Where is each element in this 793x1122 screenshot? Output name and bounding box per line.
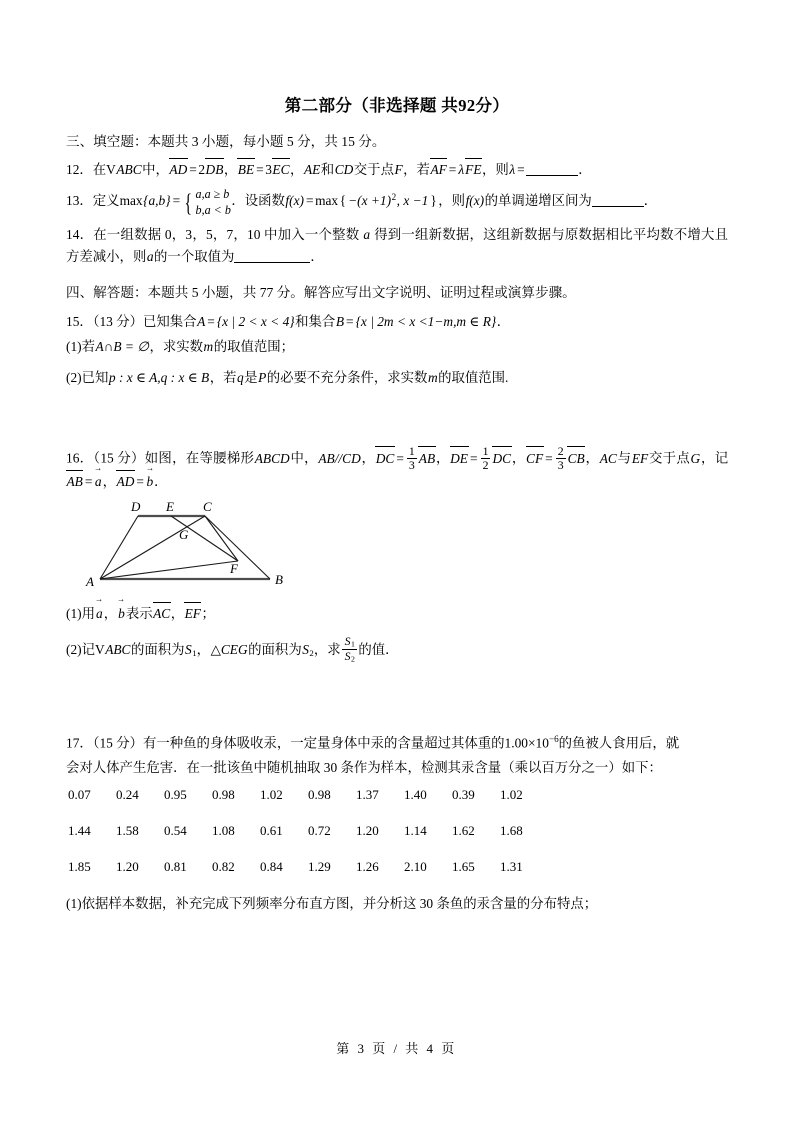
q12-abc: ABC: [116, 162, 142, 178]
q14-answer-blank[interactable]: [234, 262, 310, 263]
q16-p1-text: 表示: [125, 606, 153, 622]
q16-p2-ceg: △CEG: [210, 641, 248, 657]
label-d: D: [131, 499, 141, 515]
data-cell: 1.44: [68, 823, 91, 839]
question-15-part-2: [66, 367, 728, 389]
q16-equals-3: =: [545, 450, 553, 466]
q16-segment-ef: EF: [631, 450, 649, 466]
q16-text-2: 中，: [290, 450, 318, 466]
q15-p2-m: m: [427, 370, 438, 386]
mercury-data-table: [66, 785, 728, 877]
q15-set-a: A: [197, 313, 206, 329]
q13-brace: {: [184, 187, 192, 217]
data-cell: 1.20: [116, 859, 139, 875]
q12-comma-2: ，: [290, 162, 304, 178]
data-cell: 1.02: [260, 786, 283, 802]
data-cell: 0.54: [164, 823, 187, 839]
q15-p2-text-1: ，若: [209, 370, 237, 386]
q16-p1-avec-a: → a: [95, 603, 104, 625]
q15-p2-p: P: [258, 370, 267, 386]
q16-number: 16．（15 分）: [66, 450, 145, 466]
part-title: 第二部分（非选择题 共92分）: [284, 96, 510, 115]
q16-text-3: 与: [617, 450, 632, 466]
data-cell: 1.02: [500, 786, 523, 802]
data-cell: 1.62: [452, 823, 475, 839]
page-content: [66, 92, 728, 925]
q13-body-1: −(x +1): [348, 193, 392, 209]
q16-p2-tail: 的值．: [358, 641, 399, 657]
data-row: [66, 785, 728, 805]
segment-ac: [100, 516, 205, 579]
q17-exponent: −6: [548, 734, 559, 744]
q16-p2-abc: ABC: [105, 641, 131, 657]
data-cell: 1.65: [452, 859, 475, 875]
q12-coef-3: 3: [265, 162, 272, 178]
question-17: [66, 732, 728, 754]
q16-p2-text-2: 的面积为: [248, 641, 302, 657]
q15-text-2: 和集合: [295, 313, 336, 329]
q13-number: 13．: [66, 193, 93, 209]
page-footer: 第 3 页 / 共 4 页: [336, 1041, 457, 1056]
q12-point-f: F: [394, 162, 403, 178]
q16-p2-s1: S: [185, 641, 192, 657]
q16-abcd: ABCD: [254, 450, 290, 466]
q13-piecewise: [182, 187, 232, 218]
data-cell: 1.20: [356, 823, 379, 839]
label-b: B: [275, 572, 283, 588]
q16-p1-label: (1)用: [66, 606, 96, 622]
q16-equals-4: =: [84, 474, 93, 490]
q16-comma-5: ，: [102, 474, 117, 490]
q16-p2-s1-index: 1: [192, 647, 197, 658]
q16-p2-s2: S: [302, 641, 309, 657]
data-row: [66, 857, 728, 877]
q15-p2-q: q: [236, 370, 244, 386]
q16-p1-avec-b: → b: [117, 603, 126, 625]
q13-max-1: max: [119, 193, 143, 209]
q16-point-g: G: [690, 450, 701, 466]
q16-equals-2: =: [470, 450, 478, 466]
q16-equals-5: =: [136, 474, 144, 490]
q16-frac3-den: 3: [557, 457, 564, 472]
q16-ratio-den: [342, 649, 357, 664]
data-cell: 1.58: [116, 823, 139, 839]
q16-p1-comma-1: ，: [103, 606, 118, 622]
q16-ratio-num-i: 1: [351, 639, 355, 649]
q15-equals-2: =: [346, 313, 354, 329]
q15-p2-text-2: 是: [244, 370, 258, 386]
q16-segment-ac: AC: [599, 450, 617, 466]
label-e: E: [166, 499, 174, 515]
q12-vector-ad: AD: [169, 159, 188, 181]
data-cell: 2.10: [404, 859, 427, 875]
q12-comma-4: ，则: [482, 162, 509, 178]
section-four-heading: 四、解答题：本题共 5 小题，共 77 分。解答应写出文字说明、证明过程或演算步骤。: [66, 285, 576, 301]
q12-lambda-2: λ: [509, 162, 516, 178]
q13-period: ．: [643, 193, 658, 209]
data-cell: 1.29: [308, 859, 331, 875]
q12-segment-ae: AE: [303, 162, 321, 178]
q12-text-4: 交于点: [353, 162, 394, 178]
q13-open-brace: {: [339, 193, 347, 209]
q12-comma-1: ，: [223, 162, 238, 178]
q12-comma-3: ，若: [403, 162, 430, 178]
segment-ad: [100, 516, 138, 579]
q13-text-2: ．设函数: [231, 193, 285, 209]
q16-vector-ad: AD: [116, 471, 135, 493]
q13-case-1: a,a ≥ b: [195, 187, 230, 202]
q13-set-ab: {a,b}: [143, 193, 171, 209]
data-cell: 0.84: [260, 859, 283, 875]
q15-p1-tail: 的取值范围；: [213, 338, 295, 354]
q12-equals-3: =: [448, 162, 457, 178]
q16-text-4: 交于点: [648, 450, 691, 466]
q16-frac1-den: 3: [408, 457, 415, 472]
q13-text-1: 定义: [92, 193, 120, 209]
question-13: [66, 187, 728, 218]
q16-ratio-den-s: S: [344, 648, 351, 663]
q12-lambda: λ: [458, 162, 465, 178]
data-cell: 1.14: [404, 823, 427, 839]
q16-p1-tail: ；: [201, 606, 215, 622]
data-cell: 0.72: [308, 823, 331, 839]
q12-number: 12．: [66, 162, 93, 178]
q16-p1-comma-2: ，: [170, 606, 185, 622]
trapezoid-svg: [78, 499, 308, 595]
data-cell: 1.31: [500, 859, 523, 875]
data-row: [66, 821, 728, 841]
q12-vector-be: BE: [237, 159, 254, 181]
q16-p2-comma: ，: [196, 641, 211, 657]
q12-coef-2: 2: [198, 162, 206, 178]
q16-ratio-den-i: 2: [351, 654, 355, 664]
question-17-part-1: (1)依据样本数据，补充完成下列频率分布直方图，并分析这 30 条鱼的汞含量的分布特点；: [66, 896, 598, 912]
q15-p1-text: ，求实数: [149, 338, 204, 354]
q17-scientific: 1.00×10: [504, 735, 549, 751]
data-cell: 0.24: [116, 786, 139, 802]
q16-p2-ratio: [341, 635, 359, 664]
q16-comma-3: ，: [511, 450, 526, 466]
trapezoid-figure: [78, 499, 308, 595]
q12-period: ．: [578, 162, 592, 178]
data-cell: 1.40: [404, 786, 427, 802]
q16-ratio-num-s: S: [344, 633, 351, 648]
q16-parallel: AB//CD: [318, 450, 361, 466]
data-cell: 0.98: [308, 786, 331, 802]
data-cell: 1.85: [68, 859, 91, 875]
data-cell: 0.39: [452, 786, 475, 802]
q15-p1-expr: A∩B = ∅: [95, 338, 149, 354]
q15-p2-text-3: 的必要不充分条件，求实数: [266, 370, 428, 386]
spacer-2: [66, 399, 728, 445]
q16-avec-b: → b: [145, 471, 154, 493]
q16-text-5: ，记: [700, 450, 729, 466]
q12-vector-db: DB: [205, 159, 224, 181]
q12-vector-ec: EC: [272, 159, 290, 181]
q12-text-1: 在V: [92, 162, 116, 178]
q15-equals-1: =: [207, 313, 215, 329]
label-g: G: [179, 527, 189, 543]
q13-fx-2: f(x): [465, 193, 485, 209]
q12-segment-cd: CD: [334, 162, 354, 178]
q16-p2-label: (2)记V: [66, 641, 105, 657]
q16-period: ．: [154, 474, 168, 490]
q16-vector-cf: CF: [526, 448, 544, 470]
q13-case-2: b,a < b: [195, 202, 231, 217]
q14-text-3: 的一个取值为: [154, 248, 235, 264]
spacer-3: [66, 674, 728, 732]
q12-text-3: 和: [320, 162, 335, 178]
q16-frac1-num: 1: [408, 443, 415, 458]
q13-max-2: max: [315, 193, 339, 209]
q12-vector-af: AF: [430, 159, 447, 181]
data-cell: 0.81: [164, 859, 187, 875]
q12-equals-1: =: [189, 162, 197, 178]
question-15: [66, 311, 728, 333]
q16-p2-text-1: 的面积为: [130, 641, 185, 657]
q16-text-1: 如图，在等腰梯形: [144, 450, 255, 466]
data-cell: 0.07: [68, 786, 91, 802]
q16-frac2-den: 2: [482, 457, 489, 472]
data-cell: 1.26: [356, 859, 379, 875]
q13-fx-1: f(x): [285, 193, 305, 209]
q15-text-1: 已知集合: [143, 313, 197, 329]
q12-vector-fe: FE: [465, 159, 482, 181]
q15-p2-label: (2)已知: [66, 370, 109, 386]
q17-line-1a: 有一种鱼的身体吸收汞，一定量身体中汞的含量超过其体重的: [143, 735, 505, 751]
segment-af: [100, 561, 238, 579]
q17-line-1b: 的鱼被人食用后，就: [558, 735, 680, 751]
q14-number: 14．: [66, 227, 94, 243]
q13-answer-blank[interactable]: [592, 206, 644, 207]
q16-vector-ab: AB: [418, 448, 435, 470]
label-c: C: [203, 499, 212, 515]
q16-vector-cb: CB: [567, 448, 585, 470]
q12-equals-4: =: [517, 162, 525, 178]
question-12: [66, 159, 728, 181]
q16-vector-ab-2: AB: [66, 471, 83, 493]
question-16: [66, 445, 728, 493]
label-f: F: [230, 561, 238, 577]
q15-p2-expr: p : x ∈ A,q : x ∈ B: [108, 370, 210, 386]
q16-p2-text-3: ，求: [313, 641, 341, 657]
q13-text-4: 的单调递增区间为: [484, 193, 592, 209]
q16-p2-s2-index: 2: [309, 647, 314, 658]
data-cell: 1.08: [212, 823, 235, 839]
q15-number: 15．（13 分）: [66, 313, 143, 329]
q12-text-2: 中，: [142, 162, 169, 178]
q12-equals-2: =: [256, 162, 264, 178]
question-14: [66, 224, 728, 267]
q16-fraction-3: [554, 445, 567, 471]
q16-fraction-2: [479, 445, 492, 471]
data-cell: 1.68: [500, 823, 523, 839]
q13-close-brace: }: [430, 193, 437, 209]
data-cell: 0.82: [212, 859, 235, 875]
q13-equals-2: =: [306, 193, 314, 209]
spacer-1: [66, 273, 728, 283]
section-three-heading: 三、填空题：本题共 3 小题，每小题 5 分，共 15 分。: [66, 134, 386, 149]
q15-set-b-def: {x | 2m < x <1−m,m ∈ R}: [355, 313, 497, 329]
q16-comma-1: ，: [361, 450, 376, 466]
q16-vector-de: DE: [450, 448, 469, 470]
data-cell: 0.98: [212, 786, 235, 802]
q16-p1-vector-ac: AC: [153, 603, 171, 625]
q16-p1-vector-ef: EF: [184, 603, 201, 625]
q16-comma-2: ，: [435, 450, 450, 466]
q16-frac3-num: 2: [557, 443, 564, 458]
q16-comma-4: ，: [585, 450, 600, 466]
question-16-part-1: [66, 603, 728, 625]
q13-text-3: ，则: [438, 193, 466, 209]
q16-fraction-1: [405, 445, 418, 471]
q16-vector-dc: DC: [375, 448, 395, 470]
q15-period: ．: [496, 313, 511, 329]
question-16-part-2: [66, 635, 728, 664]
q14-text-2: 得到一组新数据，这组新数据与原数据相比平均数不增大且方差减小，则: [66, 227, 728, 264]
q15-p2-tail: 的取值范围.: [438, 370, 509, 386]
q15-p1-m: m: [203, 338, 214, 354]
q14-var-a-2: a: [146, 248, 154, 264]
q17-number: 17．（15 分）: [66, 735, 143, 751]
q16-ratio-num: [342, 635, 357, 649]
q14-period: ．: [310, 248, 324, 264]
segment-cf: [205, 516, 238, 561]
q14-text-1: 在一组数据 0，3，5，7，10 中加入一个整数: [93, 227, 360, 243]
data-cell: 0.61: [260, 823, 283, 839]
q16-avec-a: → a: [94, 471, 103, 493]
data-cell: 1.37: [356, 786, 379, 802]
label-a: A: [86, 574, 94, 590]
q16-equals-1: =: [396, 450, 404, 466]
q15-set-a-def: {x | 2 < x < 4}: [216, 313, 295, 329]
q13-body-2: , x −1: [396, 193, 429, 209]
data-cell: 0.95: [164, 786, 187, 802]
q15-p1-label: (1)若: [66, 338, 96, 354]
q13-equals-1: =: [172, 193, 181, 209]
question-17-line-2: 会对人体产生危害．在一批该鱼中随机抽取 30 条作为样本，检测其汞含量（乘以百万分之一）如下：: [66, 760, 662, 776]
q13-case-rows: [194, 187, 231, 218]
question-15-part-1: [66, 336, 728, 358]
q14-var-a: a: [363, 227, 371, 243]
q15-set-b: B: [335, 313, 344, 329]
q16-frac2-num: 1: [482, 443, 489, 458]
q12-answer-blank[interactable]: [526, 175, 578, 176]
q13-exponent: 2: [391, 191, 397, 202]
q16-vector-dc-2: DC: [492, 448, 512, 470]
